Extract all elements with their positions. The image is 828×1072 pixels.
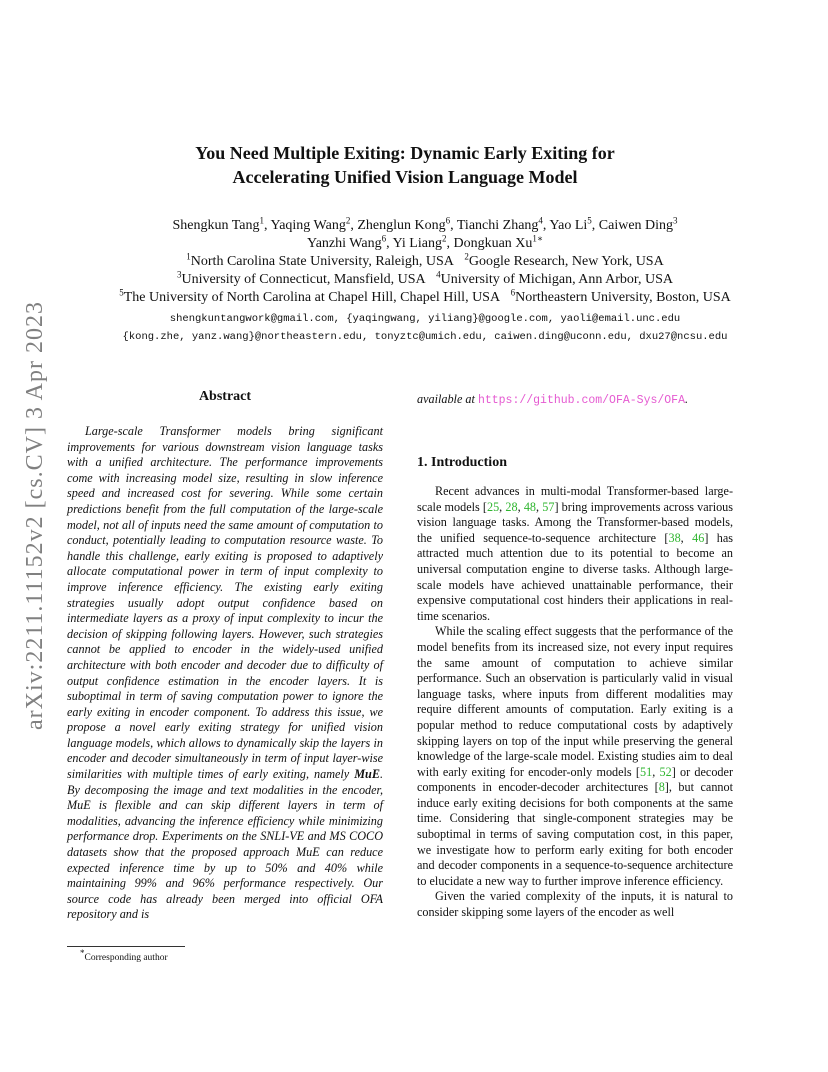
author-affiliation-marker: 6 — [445, 215, 451, 226]
affiliation-text: Google Research, New York, USA — [468, 254, 664, 269]
citation-link[interactable]: 51 — [640, 764, 653, 779]
affiliation-marker: 3 — [176, 269, 182, 280]
author-name: Yi Liang — [392, 236, 442, 251]
paragraph-text: , — [536, 499, 543, 514]
abstract-text-part-1: Large-scale Transformer models bring significant improvements for various downstream vision language tasks with a unified architecture. The performance improvements come with increasing model size, resulting in slow inference speed and increased cost for severing. While some certain predictions benefit from the full computation of the large-scale model, not all of inputs need the same amount of computation to conduct, potentially leading to computation resource waste. To handle this challenge, early exiting is proposed to adaptively allocate computational power in term of input complexity to improve inference efficiency. The existing early exiting strategies usually adopt output confidence based on intermediate layers as a proxy of input complexity to incur the decision of skipping following layers. However, such strategies cannot be applied to encoder in the widely-used unified architecture with both encoder and decoder due to difficulty of output confidence estimation in the encoder layers. It is suboptimal in term of saving computation power to ignore the early exiting in encoder component. To address this issue, we propose a novel early exiting strategy for unified vision language models, which allows to dynamically skip the layers in encoder and decoder simultaneously in term of input layer-wise similarities with multiple times of early exiting, namely — [67, 424, 383, 782]
author-separator: , — [450, 218, 457, 233]
author-block — [60, 217, 790, 346]
author-line-1 — [60, 217, 790, 235]
author-name: Zhenglun Kong — [357, 218, 446, 233]
author-line-2 — [60, 235, 790, 253]
abstract-heading: Abstract — [198, 389, 252, 404]
affiliation-row-3 — [60, 289, 790, 307]
author-separator: , — [264, 218, 271, 233]
affiliation-marker: 2 — [464, 251, 469, 262]
paragraph-text: ] bring improvements across various vision language tasks. Among the Transformer-based models, the unified sequence-to-sequence architecture [ — [417, 499, 734, 545]
author-name: Dongkuan Xu — [453, 236, 533, 251]
affiliation-marker: 1 — [186, 251, 191, 262]
author-affiliation-marker: 1∗ — [532, 233, 544, 244]
intro-paragraph-1 — [417, 484, 733, 624]
affiliation-marker: 5 — [119, 287, 124, 298]
arxiv-identifier: arXiv:2211.11152v2 [cs.CV] 3 Apr 2023 — [21, 300, 48, 730]
author-affiliation-marker: 5 — [587, 215, 592, 226]
paragraph-text: Recent advances in multi-modal Transformer-based large-scale models [ — [417, 484, 733, 514]
affiliation-text: North Carolina State University, Raleigh, USA — [190, 254, 454, 269]
title-line-1: You Need Multiple Exiting: Dynamic Early Exiting for — [195, 143, 615, 163]
paragraph-text: ] has attracted much attention due to its potential to become an universal computation engine to diverse tasks. Although large-scale models have achieved unattainable performance, their expensive computational cost hinders their applications in real-time scenarios. — [417, 530, 734, 623]
author-name: Shengkun Tang — [172, 218, 260, 233]
citation-link[interactable]: 52 — [659, 764, 672, 779]
affiliation-text: The University of North Carolina at Chapel Hill, Chapel Hill, USA — [123, 290, 501, 305]
abstract-body — [67, 424, 383, 923]
footnote-divider — [67, 946, 185, 947]
paragraph-text: , — [652, 764, 660, 779]
footnote — [80, 948, 168, 964]
citation-link[interactable]: 8 — [658, 780, 665, 795]
intro-paragraph-2 — [417, 624, 733, 889]
email-line-1: shengkuntangwork@gmail.com, {yaqingwang, yiliang}@google.com, yaoli@email.unc.edu — [169, 313, 681, 325]
affiliation-text: University of Connecticut, Mansfield, USA — [181, 272, 426, 287]
author-name: Yanzhi Wang — [306, 236, 382, 251]
abstract-continuation — [417, 390, 733, 410]
github-link[interactable]: https://github.com/OFA-Sys/OFA — [477, 394, 685, 407]
arxiv-side-stamp — [10, 290, 60, 740]
affiliation-text: Northeastern University, Boston, USA — [515, 290, 731, 305]
citation-link[interactable]: 28 — [505, 499, 518, 514]
author-affiliation-marker: 2 — [345, 215, 351, 226]
citation-link[interactable]: 57 — [542, 499, 555, 514]
affiliation-row-2 — [60, 271, 790, 289]
paragraph-text: ] or decoder components in encoder-decoder architectures [ — [417, 764, 733, 795]
intro-paragraph-3 — [417, 889, 733, 920]
author-affiliation-marker: 2 — [441, 233, 447, 244]
left-column — [67, 388, 383, 923]
affiliation-row-1 — [60, 253, 790, 271]
author-separator: , — [542, 218, 550, 233]
paragraph-text: , — [517, 499, 524, 514]
footnote-text: Corresponding author — [84, 953, 168, 964]
right-column — [417, 388, 733, 921]
email-line-2: {kong.zhe, yanz.wang}@northeastern.edu, tonyztc@umich.edu, caiwen.ding@uconn.edu, dxu27@ncsu.edu — [122, 331, 728, 343]
author-name: Yaqing Wang — [270, 218, 346, 233]
email-block — [60, 310, 790, 346]
paper-title — [90, 141, 720, 189]
author-name: Tianchi Zhang — [456, 218, 539, 233]
paragraph-text: While the scaling effect suggests that the performance of the model benefits from its increased size, not every input requires the same amount of computation to achieve similar performance. Such an observation is particularly valid in visual language tasks, where inputs from different modalities may require different amounts of computation. Early exiting is a popular method to reduce computational costs by adaptively skipping layers on top of the input while preserving the general knowledge of the large-scale model. Existing studies aim to deal with early exiting for encoder-only models [ — [417, 624, 733, 779]
affiliation-marker: 4 — [436, 269, 441, 280]
author-name: Caiwen Ding — [598, 218, 674, 233]
availability-text: available at — [417, 392, 475, 406]
abstract-text-part-2: . By decomposing the image and text modalities in the encoder, MuE is flexible and can skip different layers in term of modalities, advancing the inference efficiency while minimizing performance drop. Experiments on the SNLI-VE and MS COCO datasets show that the proposed approach MuE can reduce expected inference time by up to 50% and 40% while maintaining 99% and 96% performance respectively. Our source code has already been merged into official OFA repository and is — [67, 767, 383, 922]
affiliation-text: University of Michigan, Ann Arbor, USA — [440, 272, 674, 287]
author-separator: , — [446, 236, 454, 251]
method-name: MuE — [354, 767, 380, 782]
citation-link[interactable]: 46 — [692, 530, 705, 545]
paragraph-text: Given the varied complexity of the inputs, it is natural to consider skipping some layers of the encoder as well — [417, 889, 733, 920]
citation-link[interactable]: 25 — [486, 499, 500, 514]
affiliation-marker: 6 — [510, 287, 516, 298]
author-affiliation-marker: 3 — [673, 215, 678, 226]
paragraph-text: , — [680, 530, 693, 545]
author-affiliation-marker: 1 — [259, 215, 264, 226]
author-separator: , — [386, 236, 393, 251]
paragraph-text: , — [499, 499, 506, 514]
citation-link[interactable]: 38 — [668, 530, 681, 545]
title-line-2: Accelerating Unified Vision Language Model — [232, 167, 578, 187]
author-affiliation-marker: 4 — [538, 215, 543, 226]
author-separator: , — [591, 218, 599, 233]
author-name: Yao Li — [549, 218, 588, 233]
footnote-marker: * — [80, 948, 85, 958]
author-affiliation-marker: 6 — [381, 233, 387, 244]
availability-end: . — [684, 392, 689, 406]
citation-link[interactable]: 48 — [523, 499, 537, 514]
author-separator: , — [350, 218, 358, 233]
paragraph-text: ], but cannot induce early exiting decisions for both components at the same time. Considering that single-component strategies may be suboptimal in terms of saving computation cost, in this paper, we investigate how to perform early exiting for both encoder and decoder components in a sequence-to-sequence architecture to elucidate a new way to further improve inference efficiency. — [417, 780, 733, 888]
introduction-heading: 1. Introduction — [417, 455, 507, 470]
